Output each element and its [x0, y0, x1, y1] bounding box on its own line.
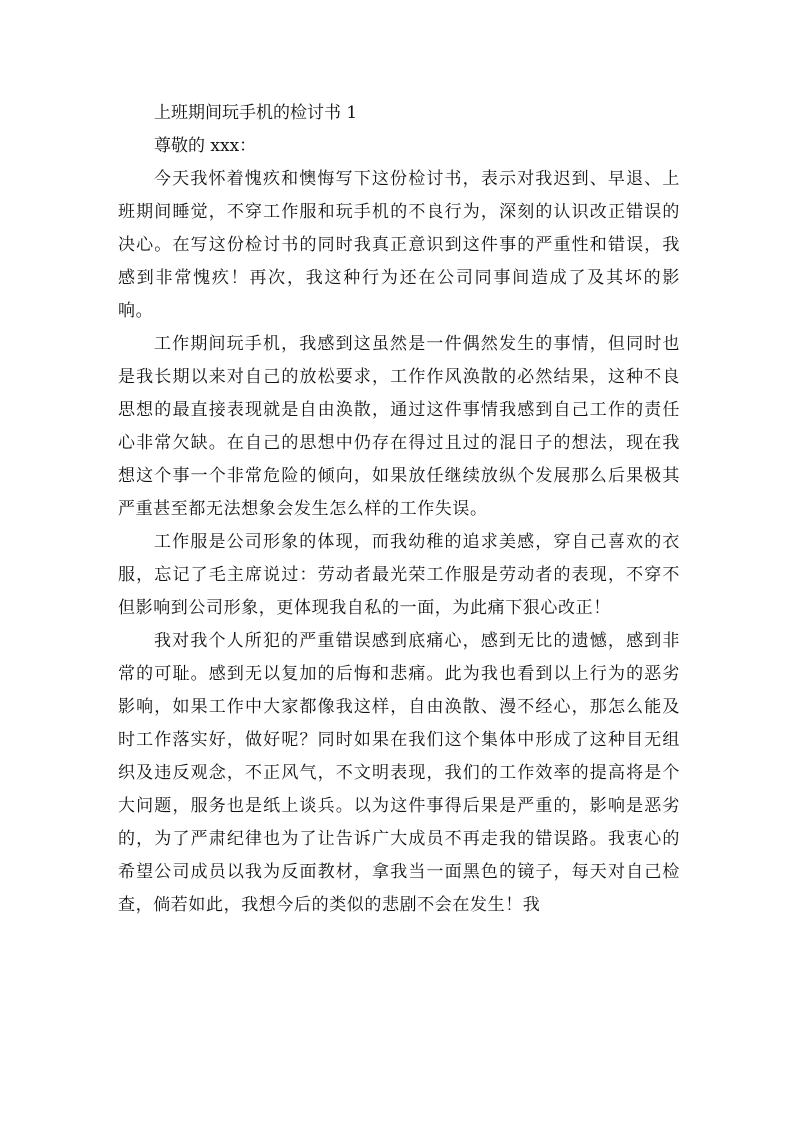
paragraph-4: 我对我个人所犯的严重错误感到底痛心，感到无比的遗憾，感到非常的可耻。感到无以复加的后悔和悲痛。此为我也看到以上行为的恶劣影响，如果工作中大家都像我这样，自由涣散、漫不经心，那怎么能及时工作落实好，做好呢？同时如果在我们这个集体中形成了这种目无组织及违反观念，不正风气，不文明表现，我们的工作效率的提高将是个大问题，服务也是纸上谈兵。以为这件事得后果是严重的，影响是恶劣的，为了严肃纪律也为了让告诉广大成员不再走我的错误路。我衷心的希望公司成员以我为反面教材，拿我当一面黑色的镜子，每天对自己检查，倘若如此，我想今后的类似的悲剧不会在发生！我 — [118, 631, 680, 915]
document-body — [118, 97, 680, 922]
salutation: 尊敬的 xxx： — [154, 136, 257, 156]
paragraph-1: 今天我怀着愧疚和懊悔写下这份检讨书，表示对我迟到、早退、上班期间睡觉，不穿工作服和玩手机的不良行为，深刻的认识改正错误的决心。在写这份检讨书的同时我真正意识到这件事的严重性和错误，我感到非常愧疚！再次，我这种行为还在公司同事间造成了及其坏的影响。 — [118, 169, 680, 321]
paragraph-3: 工作服是公司形象的体现，而我幼稚的追求美感，穿自己喜欢的衣服，忘记了毛主席说过：劳动者最光荣工作服是劳动者的表现，不穿不但影响到公司形象，更体现我自私的一面，为此痛下狠心改正！ — [118, 532, 680, 618]
paragraph-2: 工作期间玩手机，我感到这虽然是一件偶然发生的事情，但同时也是我长期以来对自己的放松要求，工作作风涣散的必然结果，这种不良思想的最直接表现就是自由涣散，通过这件事情我感到自己工作的责任心非常欠缺。在自己的思想中仍存在得过且过的混日子的想法，现在我想这个事一个非常危险的倾向，如果放任继续放纵个发展那么后果极其严重甚至都无法想象会发生怎么样的工作失误。 — [118, 334, 680, 519]
document-title: 上班期间玩手机的检讨书 1 — [154, 103, 358, 123]
